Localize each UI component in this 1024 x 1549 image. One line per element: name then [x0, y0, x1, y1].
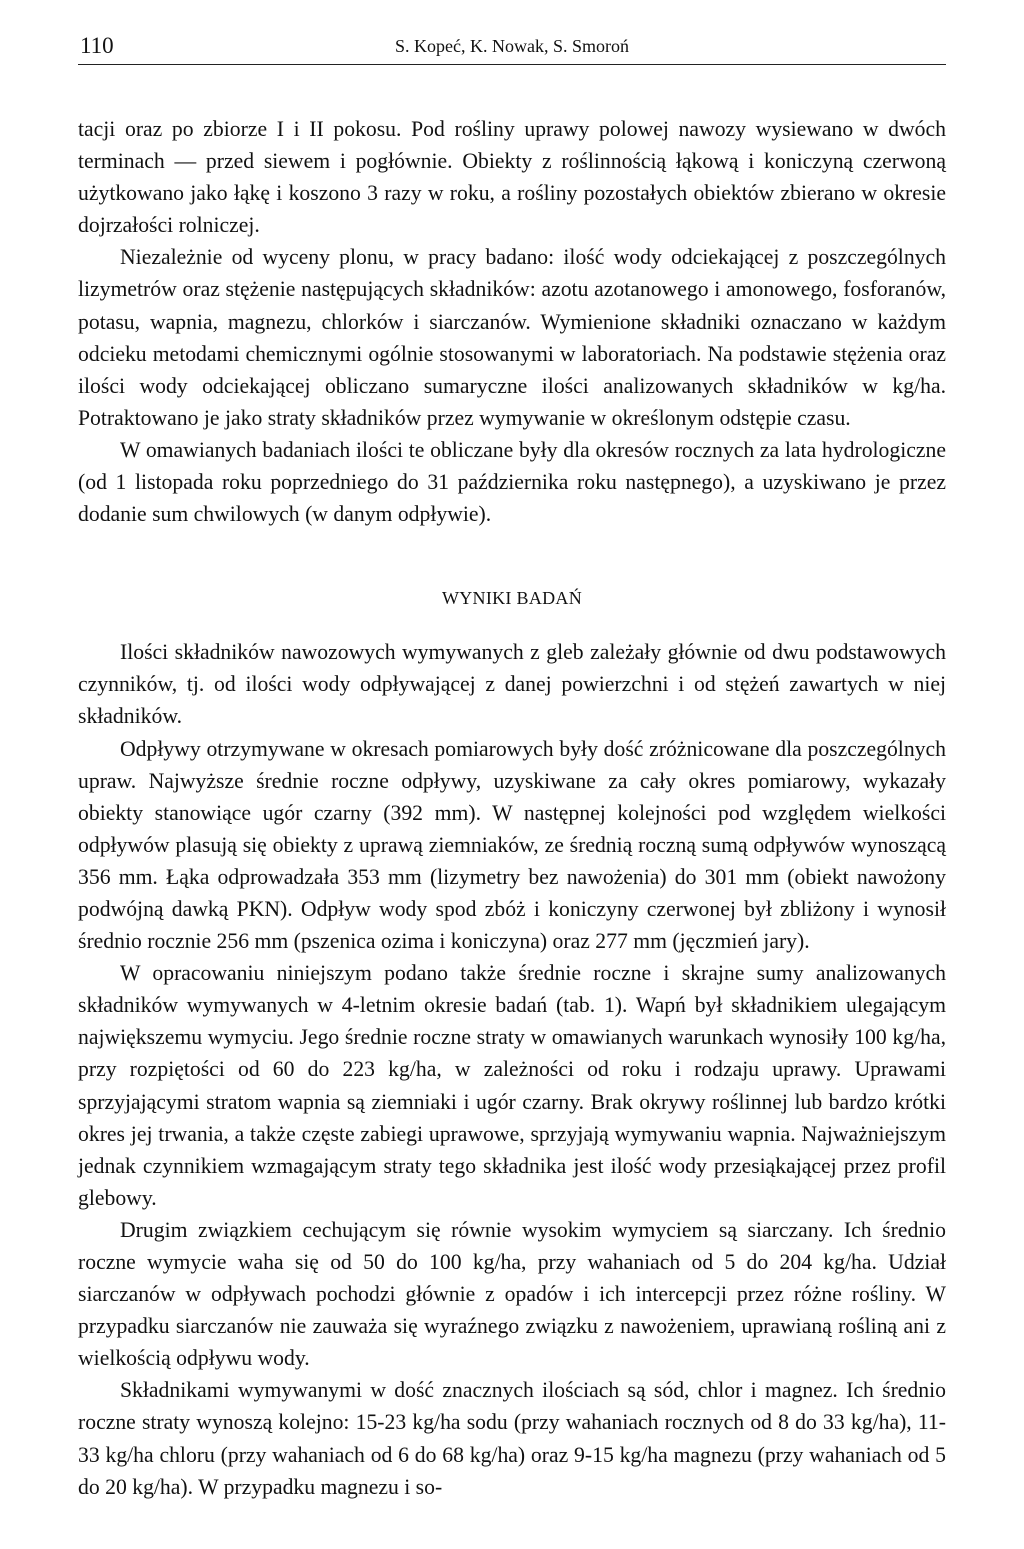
body-text [78, 113, 946, 1503]
paragraph: W omawianych badaniach ilości te obliczane były dla okresów rocznych za lata hydrologiczne (od 1 listopada roku poprzedniego do 31 października roku następnego), a uzyskiwano je przez dodanie sum chwilowych (w danym odpływie). [78, 437, 946, 527]
running-header [78, 30, 946, 65]
paragraph: Niezależnie od wyceny plonu, w pracy badano: ilość wody odciekającej z poszczególnych lizymetrów oraz stężenie następujących składników: azotu azotanowego i amonowego, fosforanów, potasu, wapnia, magnezu, chlorków i siarczanów. Wymienione składniki oznaczano w każdym odcieku metodami chemicznymi ogólnie stosowanymi w laboratoriach. Na podstawie stężenia oraz ilości wody odciekającej obliczano sumaryczne ilości analizowanych składników w kg/ha. Potraktowano je jako straty składników przez wymywanie w określonym odstępie czasu. [78, 245, 946, 430]
paragraph: Drugim związkiem cechującym się równie wysokim wymyciem są siarczany. Ich średnio roczne wymycie waha się od 50 do 100 kg/ha, przy wahaniach od 5 do 204 kg/ha. Udział siarczanów w odpływach pochodzi głównie z opadów i ich intercepcji przez różne rośliny. W przypadku siarczanów nie zauważa się wyraźnego związku z nawożeniem, uprawianą rośliną ani z wielkością odpływu wody. [78, 1217, 946, 1371]
paragraph: Ilości składników nawozowych wymywanych z gleb zależały głównie od dwu podstawowych czynników, tj. od ilości wody odpływającej z danej powierzchni i od stężeń zawartych w niej składników. [78, 640, 946, 729]
paragraph: tacji oraz po zbiorze I i II pokosu. Pod rośliny uprawy polowej nawozy wysiewano w dwóch terminach — przed siewem i pogłównie. Obiekty z roślinnością łąkową i koniczyną czerwoną użytkowano jako łąkę i koszono 3 razy w roku, a rośliny pozostałych obiektów zbierano w okresie dojrzałości rolniczej. [78, 117, 946, 238]
paragraph: Odpływy otrzymywane w okresach pomiarowych były dość zróżnicowane dla poszczególnych upraw. Najwyższe średnie roczne odpływy, uzyskiwane za cały okres pomiarowy, wykazały obiekty stanowiące ugór czarny (392 mm). W następnej kolejności pod względem wielkości odpływów plasują się obiekty z uprawą ziemniaków, ze średnią roczną sumą odpływów wynoszącą 356 mm. Łąka odprowadzała 353 mm (lizymetry bez nawożenia) do 301 mm (obiekt nawożony podwójną dawką PKN). Odpływ wody spod zbóż i koniczyny czerwonej był zbliżony i wynosił średnio rocznie 256 mm (pszenica ozima i koniczyna) oraz 277 mm (jęczmień jary). [78, 736, 946, 954]
page-number: 110 [80, 33, 114, 58]
section-heading: WYNIKI BADAŃ [441, 588, 583, 609]
paragraph: W opracowaniu niniejszym podano także średnie roczne i skrajne sumy analizowanych składników wymywanych w 4-letnim okresie badań (tab. 1). Wapń był składnikiem ulegającym największemu wymyciu. Jego średnie roczne straty w omawianych warunkach wynosiły 100 kg/ha, przy rozpiętości od 60 do 223 kg/ha, w zależności od roku i rodzaju uprawy. Uprawami sprzyjającymi stratom wapnia są ziemniaki i ugór czarny. Brak okrywy roślinnej lub bardzo krótki okres jej trwania, a także częste zabiegi uprawowe, sprzyjają wymywaniu wapnia. Najważniejszym jednak czynnikiem wzmagającym straty tego składnika jest ilość wody przesiąkającej przez profil glebowy. [78, 961, 946, 1210]
paragraph: Składnikami wymywanymi w dość znacznych ilościach są sód, chlor i magnez. Ich średnio roczne straty wynoszą kolejno: 15-23 kg/ha sodu (przy wahaniach rocznych od 8 do 33 kg/ha), 11-33 kg/ha chloru (przy wahaniach od 6 do 68 kg/ha) oraz 9-15 kg/ha magnezu (przy wahaniach od 5 do 20 kg/ha). W przypadku magnezu i so- [78, 1378, 946, 1499]
running-authors: S. Kopeć, K. Nowak, S. Smoroń [395, 36, 629, 56]
document-page [78, 30, 946, 1503]
